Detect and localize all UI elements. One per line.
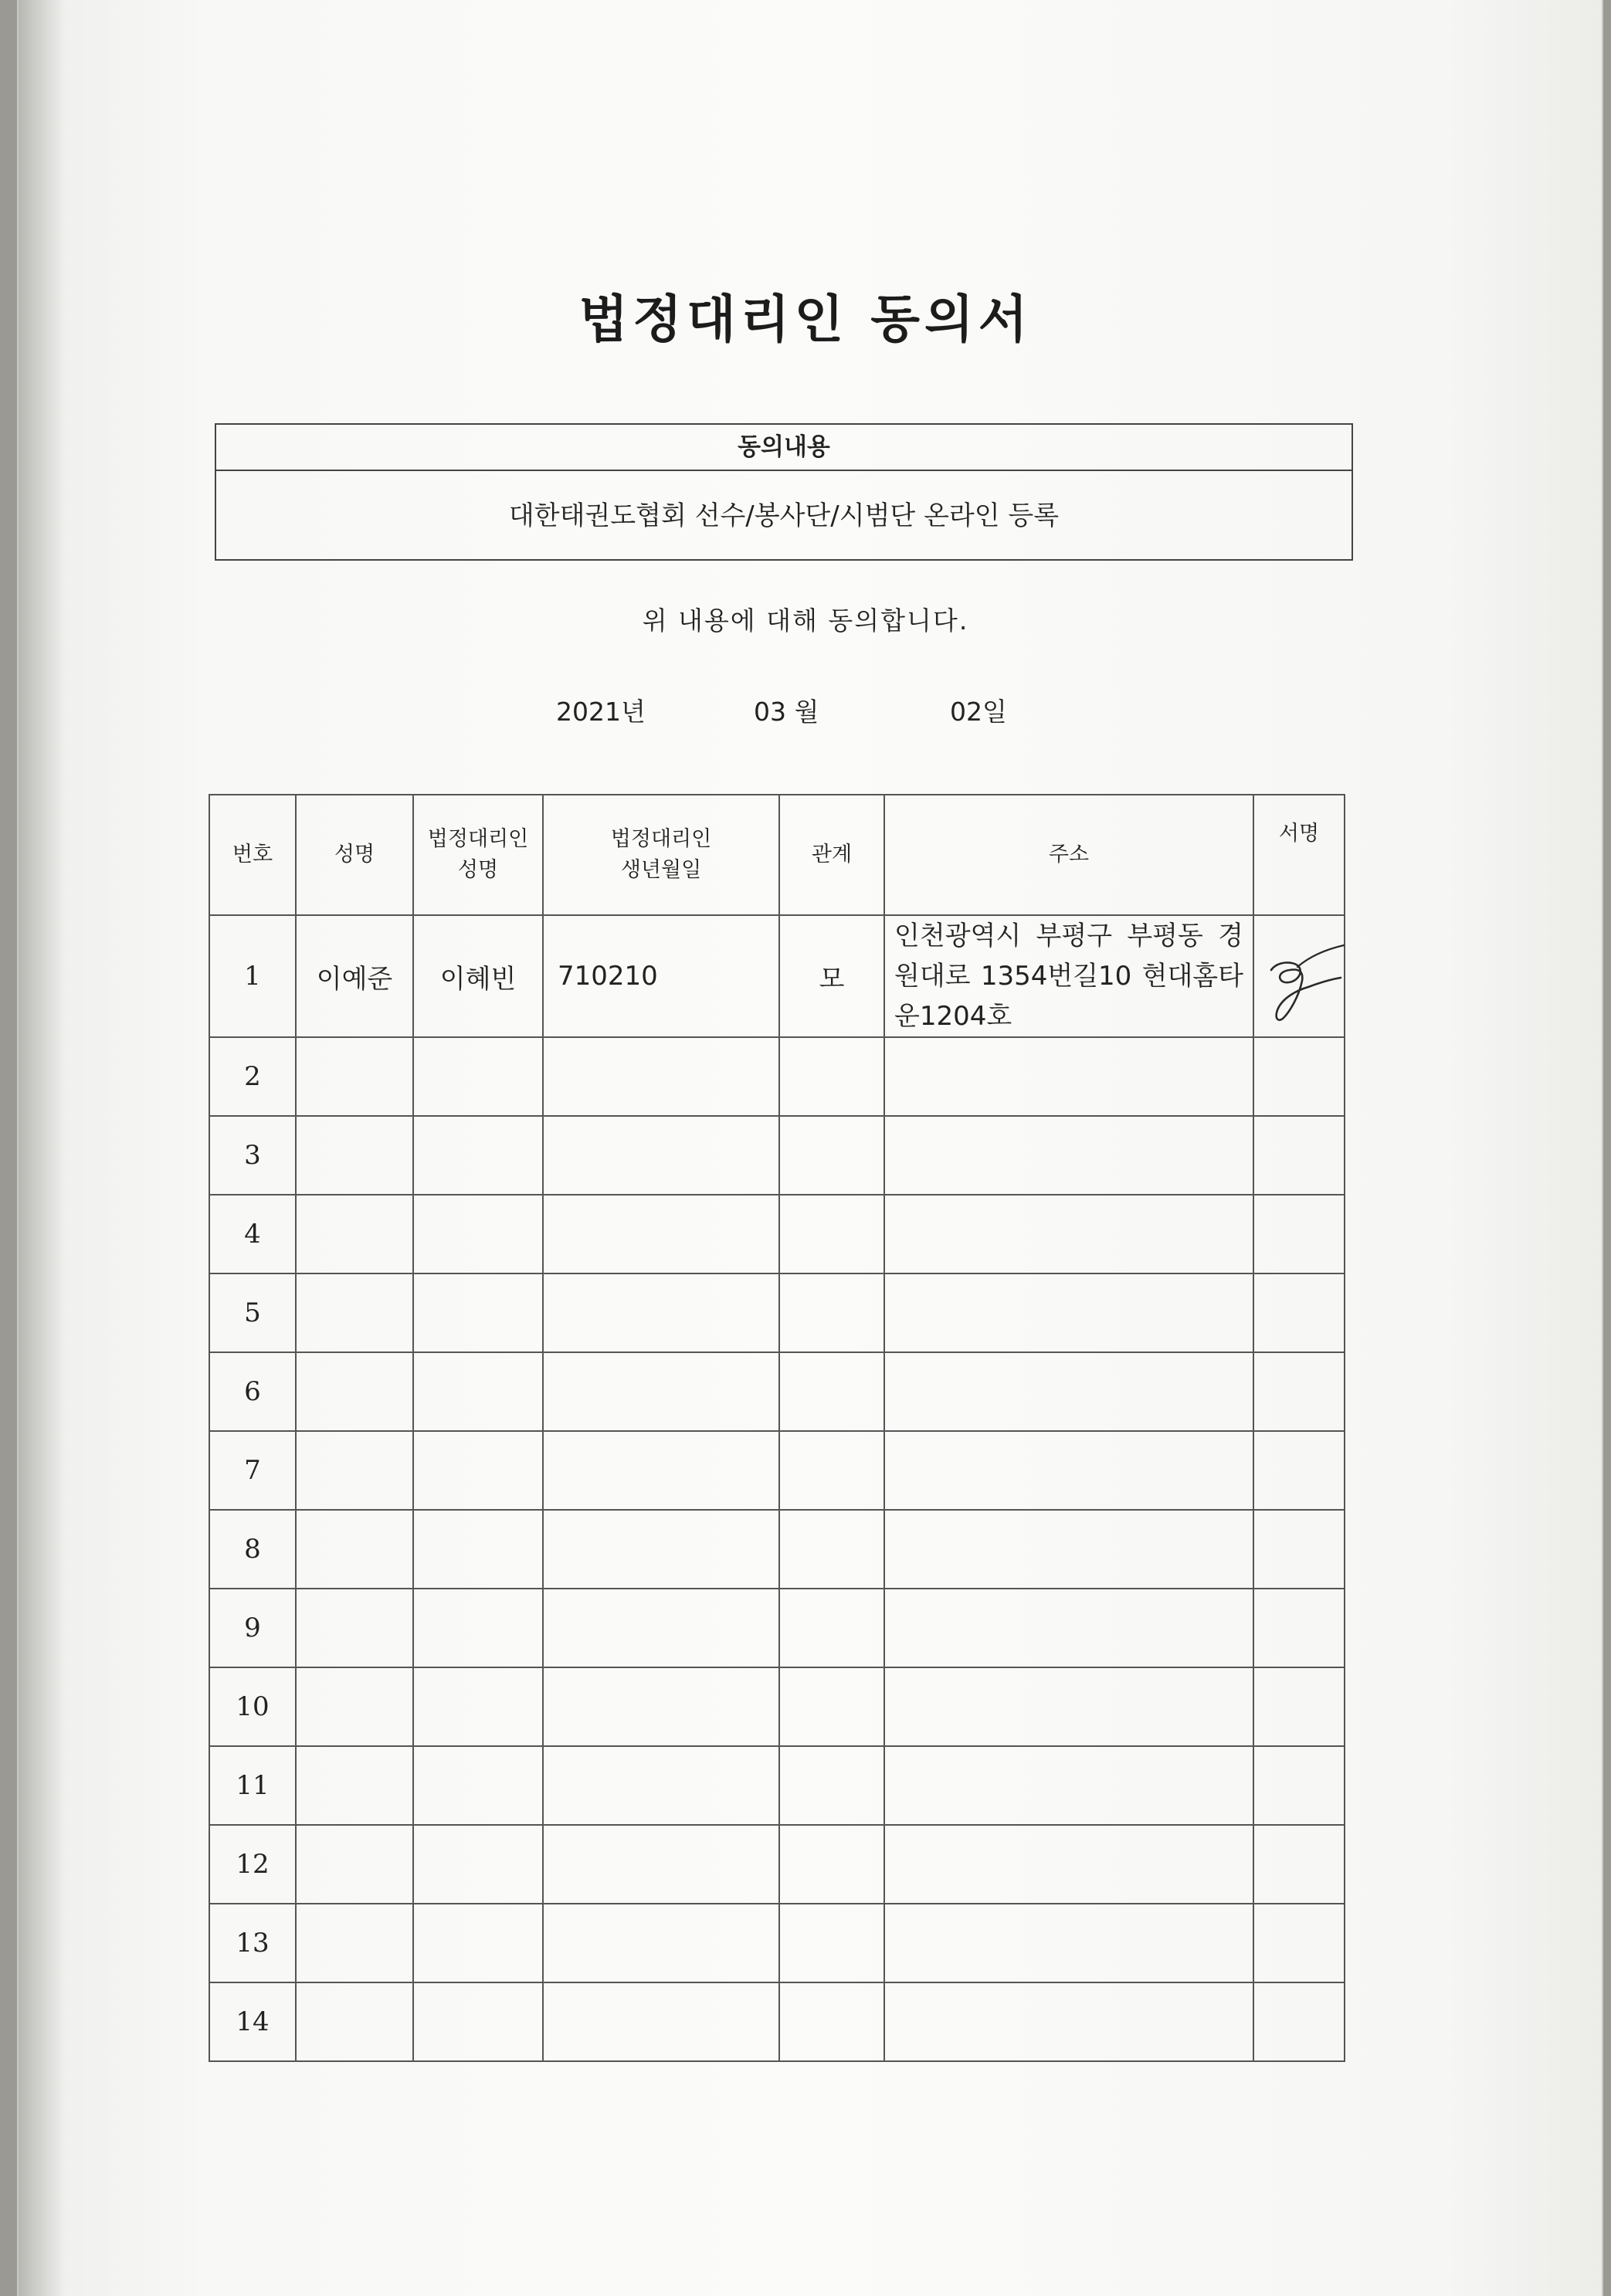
table-header-row [209, 795, 1345, 915]
row-guardian-birth [543, 1037, 779, 1116]
table-row [209, 1116, 1345, 1195]
table-row [209, 1431, 1345, 1510]
row-address [884, 1195, 1253, 1273]
row-name [296, 1667, 413, 1746]
row-signature-cell [1253, 1746, 1345, 1825]
handwritten-signature [1254, 916, 1345, 1036]
row-name [296, 1195, 413, 1273]
row-signature-cell [1253, 1195, 1345, 1273]
row-name [296, 1116, 413, 1195]
row-relation [779, 1116, 884, 1195]
row-guardian-birth [543, 1431, 779, 1510]
row-address [884, 1037, 1253, 1116]
table-row [209, 1746, 1345, 1825]
row-relation [779, 1904, 884, 1982]
table-row [209, 1982, 1345, 2061]
row-guardian-name [413, 1589, 543, 1667]
row-guardian-name [413, 1746, 543, 1825]
row-relation [779, 1037, 884, 1116]
row-address [884, 1746, 1253, 1825]
header-guardian-birth: 법정대리인 생년월일 [543, 795, 779, 915]
agreement-statement: 위 내용에 대해 동의합니다. [642, 605, 969, 636]
row-guardian-name [413, 1195, 543, 1273]
consent-content: 대한태권도협회 선수/봉사단/시범단 온라인 등록 [508, 500, 1060, 531]
row-guardian-birth [543, 1904, 779, 1982]
row-guardian-name [413, 1273, 543, 1352]
row-guardian-name [413, 1352, 543, 1431]
row-address [884, 1982, 1253, 2061]
row-address [884, 1825, 1253, 1904]
date-day: 02일 [950, 697, 1007, 727]
document-title: 법정대리인 동의서 [578, 290, 1033, 349]
row-address [884, 1904, 1253, 1982]
row-relation [779, 1825, 884, 1904]
row-number: 13 [209, 1904, 296, 1982]
row-signature-cell [1253, 1431, 1345, 1510]
table-row [209, 1589, 1345, 1667]
row-number: 8 [209, 1510, 296, 1589]
date-month: 03 월 [754, 697, 819, 727]
row-signature-cell [1253, 1982, 1345, 2061]
row-relation [779, 1667, 884, 1746]
row-guardian-birth [543, 1352, 779, 1431]
row-signature-cell [1253, 1510, 1345, 1589]
row-address [884, 1116, 1253, 1195]
row-number: 5 [209, 1273, 296, 1352]
row-relation [779, 1195, 884, 1273]
row-address: 인천광역시 부평구 부평동 경원대로 1354번길10 현대홈타운1204호 [884, 915, 1253, 1037]
row-name [296, 1352, 413, 1431]
row-address [884, 1273, 1253, 1352]
table-row [209, 1825, 1345, 1904]
row-guardian-birth [543, 1589, 779, 1667]
consent-heading: 동의내용 [216, 425, 1352, 471]
row-guardian-name [413, 1904, 543, 1982]
row-guardian-name [413, 1825, 543, 1904]
header-number: 번호 [209, 795, 296, 915]
row-guardian-birth [543, 1116, 779, 1195]
row-number: 4 [209, 1195, 296, 1273]
row-relation [779, 1352, 884, 1431]
row-number: 1 [209, 915, 296, 1037]
guardian-table [209, 794, 1345, 2062]
row-number: 7 [209, 1431, 296, 1510]
row-name [296, 1982, 413, 2061]
header-relation: 관계 [779, 795, 884, 915]
row-signature-cell [1253, 1037, 1345, 1116]
consent-section [215, 423, 1353, 561]
row-name [296, 1510, 413, 1589]
row-guardian-name [413, 1510, 543, 1589]
row-guardian-birth [543, 1746, 779, 1825]
row-signature-cell [1253, 1116, 1345, 1195]
row-guardian-birth [543, 1982, 779, 2061]
row-number: 11 [209, 1746, 296, 1825]
table-row [209, 1667, 1345, 1746]
row-signature-cell [1253, 915, 1345, 1037]
row-name [296, 1746, 413, 1825]
row-address [884, 1352, 1253, 1431]
row-signature-cell [1253, 1352, 1345, 1431]
row-guardian-name [413, 1116, 543, 1195]
header-guardian-name: 법정대리인 성명 [413, 795, 543, 915]
header-address: 주소 [884, 795, 1253, 915]
row-relation: 모 [779, 915, 884, 1037]
row-name [296, 1037, 413, 1116]
row-relation [779, 1431, 884, 1510]
row-signature-cell [1253, 1589, 1345, 1667]
table-row [209, 1904, 1345, 1982]
date-year: 2021년 [556, 697, 646, 727]
row-number: 10 [209, 1667, 296, 1746]
header-name: 성명 [296, 795, 413, 915]
row-name [296, 1589, 413, 1667]
table-row [209, 1273, 1345, 1352]
row-address [884, 1431, 1253, 1510]
row-address [884, 1667, 1253, 1746]
row-signature-cell [1253, 1904, 1345, 1982]
row-name [296, 1273, 413, 1352]
row-relation [779, 1589, 884, 1667]
table-row [209, 1195, 1345, 1273]
row-relation [779, 1746, 884, 1825]
table-row [209, 1037, 1345, 1116]
row-guardian-birth [543, 1195, 779, 1273]
table-row [209, 1510, 1345, 1589]
row-signature-cell [1253, 1273, 1345, 1352]
row-guardian-name [413, 1431, 543, 1510]
row-number: 14 [209, 1982, 296, 2061]
row-number: 3 [209, 1116, 296, 1195]
row-address [884, 1510, 1253, 1589]
row-guardian-birth [543, 1667, 779, 1746]
row-number: 2 [209, 1037, 296, 1116]
table-row [209, 915, 1345, 1037]
row-name [296, 1825, 413, 1904]
row-guardian-name [413, 1037, 543, 1116]
row-number: 6 [209, 1352, 296, 1431]
row-name: 이예준 [296, 915, 413, 1037]
row-number: 12 [209, 1825, 296, 1904]
row-signature-cell [1253, 1667, 1345, 1746]
table-row [209, 1352, 1345, 1431]
row-guardian-name [413, 1667, 543, 1746]
row-relation [779, 1510, 884, 1589]
row-guardian-name: 이혜빈 [413, 915, 543, 1037]
row-guardian-birth [543, 1510, 779, 1589]
row-guardian-name [413, 1982, 543, 2061]
row-guardian-birth [543, 1273, 779, 1352]
row-guardian-birth [543, 1825, 779, 1904]
row-address [884, 1589, 1253, 1667]
row-name [296, 1904, 413, 1982]
row-name [296, 1431, 413, 1510]
row-guardian-birth: 710210 [543, 915, 779, 1037]
row-relation [779, 1273, 884, 1352]
row-signature-cell [1253, 1825, 1345, 1904]
row-relation [779, 1982, 884, 2061]
row-number: 9 [209, 1589, 296, 1667]
header-signature: 서명 [1253, 795, 1345, 915]
